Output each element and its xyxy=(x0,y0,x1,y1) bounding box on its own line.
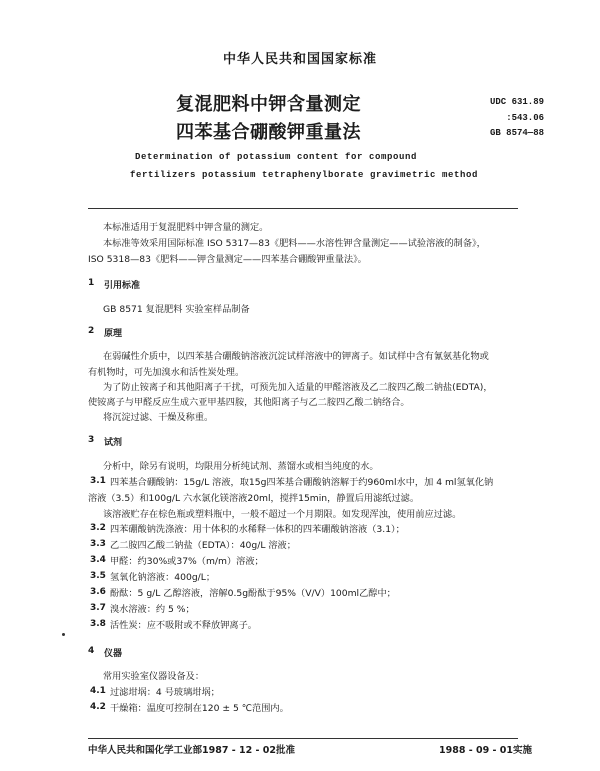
udc-code-sub: :543.06 xyxy=(506,113,544,123)
item-3-3-number: 3.3 xyxy=(90,539,106,549)
item-3-3-text: 乙二胺四乙酸二钠盐（EDTA）：40g/L 溶液； xyxy=(110,540,296,551)
item-3-1-line-3: 该溶液贮存在棕色瓶或塑料瓶中，一般不超过一个月期限。如发现浑浊，使用前应过滤。 xyxy=(103,509,462,520)
section-2-title: 原理 xyxy=(104,329,123,339)
item-3-2-number: 3.2 xyxy=(90,523,106,533)
section-4-number: 4 xyxy=(88,646,95,656)
item-3-7-text: 溴水溶液：约 5 %； xyxy=(110,604,195,615)
item-3-1-line-2: 溶液（3.5）和100g/L 六水氯化镁溶液20ml，搅拌15min，静置后用滤纸过滤。 xyxy=(88,493,420,504)
intro-paragraph-2-line-2: ISO 5318—83《肥料——钾含量测定——四苯基合硼酸钾重量法》。 xyxy=(88,254,367,265)
item-3-2-text: 四苯硼酸钠洗涤液：用十体积的水稀释一体积的四苯硼酸钠溶液（3.1）； xyxy=(110,524,405,535)
intro-paragraph-2-line-1: 本标准等效采用国际标准 ISO 5317—83《肥料——水溶性钾含量测定——试验溶液的制备》， xyxy=(103,238,486,249)
implementation-date: 1988 - 09 - 01实施 xyxy=(439,745,532,756)
section-3-title: 试剂 xyxy=(104,438,123,448)
item-3-1-line-1: 四苯基合硼酸钠：15g/L 溶液，取15g四苯基合硼酸钠溶解于约960ml水中，加 4 ml氢氧化钠 xyxy=(110,477,494,488)
item-4-2-number: 4.2 xyxy=(90,702,106,712)
english-title-line-1: Determination of potassium content for compound xyxy=(135,152,418,162)
principle-p1-line-2: 有机物时，可先加溴水和活性炭处理。 xyxy=(88,367,245,378)
item-3-6-text: 酚酞：5 g/L 乙醇溶液，溶解0.5g酚酞于95%（V/V）100ml乙醇中； xyxy=(110,588,396,599)
section-4-title: 仪器 xyxy=(104,649,123,659)
english-title-line-2: fertilizers potassium tetraphenylborate gravimetric method xyxy=(130,170,479,180)
principle-p2-line-2: 使铵离子与甲醛反应生成六亚甲基四胺，其他阳离子与乙二胺四乙酸二钠络合。 xyxy=(88,397,410,408)
section-1-number: 1 xyxy=(88,278,95,288)
item-4-1-number: 4.1 xyxy=(90,686,106,696)
title-line-1: 复混肥料中钾含量测定 xyxy=(176,94,361,115)
item-4-2-text: 干燥箱：温度可控制在120 ± 5 ℃范围内。 xyxy=(110,703,289,714)
national-standard-heading: 中华人民共和国国家标准 xyxy=(222,52,377,67)
footer-divider xyxy=(88,738,518,739)
approval-note: 中华人民共和国化学工业部1987 - 12 - 02批准 xyxy=(88,745,295,756)
item-3-4-text: 甲醛：约30%或37%（m/m）溶液； xyxy=(110,556,264,567)
item-3-7-number: 3.7 xyxy=(90,603,106,613)
item-3-5-number: 3.5 xyxy=(90,571,106,581)
header-divider xyxy=(88,208,518,209)
item-4-1-text: 过滤坩埚：4 号玻璃坩埚； xyxy=(110,687,220,698)
udc-code: UDC 631.89 xyxy=(489,97,544,107)
principle-p1-line-1: 在弱碱性介质中，以四苯基合硼酸钠溶液沉淀试样溶液中的钾离子。如试样中含有氰氨基化物或 xyxy=(103,351,489,362)
section-3-number: 3 xyxy=(88,435,95,445)
title-line-2: 四苯基合硼酸钾重量法 xyxy=(176,122,361,143)
item-3-1-number: 3.1 xyxy=(90,476,106,486)
principle-p2-line-1: 为了防止铵离子和其他阳离子干扰，可预先加入适量的甲醛溶液及乙二胺四乙酸二钠盐(EDTA)， xyxy=(103,382,493,393)
item-3-4-number: 3.4 xyxy=(90,555,106,565)
margin-dot xyxy=(62,633,65,636)
reagents-intro: 分析中，除另有说明，均限用分析纯试剂、蒸馏水或相当纯度的水。 xyxy=(103,461,379,472)
apparatus-intro: 常用实验室仪器设备及： xyxy=(103,671,205,682)
section-2-number: 2 xyxy=(88,326,95,336)
section-1-reference: GB 8571 复混肥料 实验室样品制备 xyxy=(103,304,250,315)
principle-p3: 将沉淀过滤、干燥及称重。 xyxy=(103,412,214,423)
item-3-6-number: 3.6 xyxy=(90,587,106,597)
item-3-5-text: 氢氧化钠溶液：400g/L； xyxy=(110,572,216,583)
section-1-title: 引用标准 xyxy=(104,281,141,291)
intro-paragraph-1: 本标准适用于复混肥料中钾含量的测定。 xyxy=(103,222,269,233)
item-3-8-text: 活性炭：应不吸附或不释放钾离子。 xyxy=(110,620,257,631)
item-3-8-number: 3.8 xyxy=(90,619,106,629)
gb-code: GB 8574—88 xyxy=(489,128,544,138)
